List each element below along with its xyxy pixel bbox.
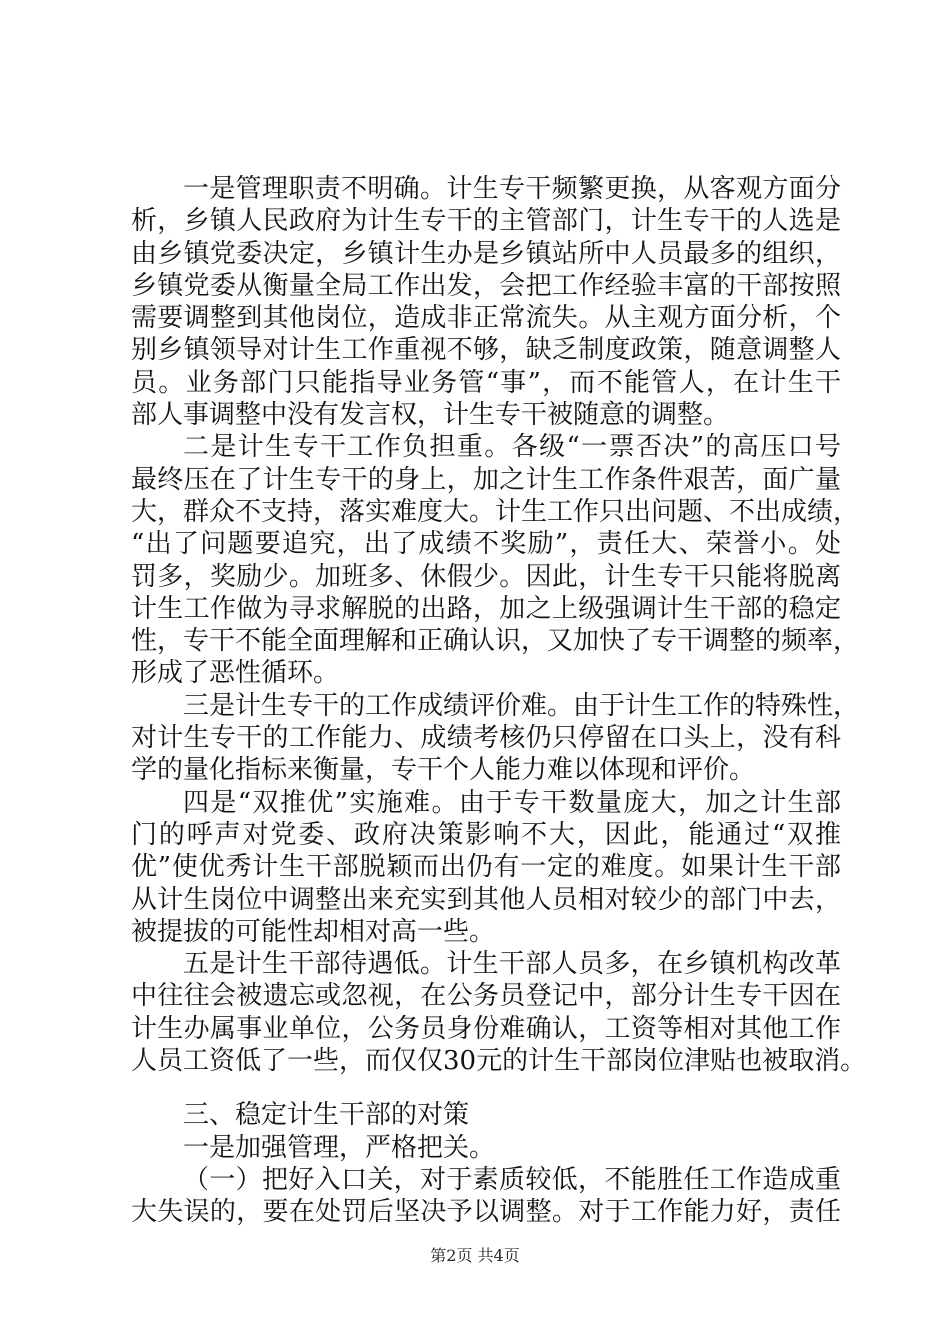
- paragraph-workload: [131, 431, 860, 689]
- paragraph-evaluation: [131, 690, 860, 787]
- text-line: 性，专干不能全面理解和正确认识，又加快了专干调整的频率，: [131, 626, 860, 657]
- text-line: 需要调整到其他岗位，造成非正常流失。从主观方面分析，个: [131, 303, 841, 334]
- text-line: 三是计生专干的工作成绩评价难。由于计生工作的特殊性，: [183, 690, 860, 721]
- text-line: 由乡镇党委决定，乡镇计生办是乡镇站所中人员最多的组织，: [131, 238, 841, 269]
- text-line: 四是“双推优”实施难。由于专干数量庞大，加之计生部: [183, 787, 841, 818]
- text-line: 学的量化指标来衡量，专干个人能力难以体现和评价。: [131, 755, 756, 786]
- text-line: 门的呼声对党委、政府决策影响不大，因此，能通过“双推: [131, 819, 841, 850]
- text-line: 中往往会被遗忘或忽视，在公务员登记中，部分计生专干因在: [131, 981, 841, 1012]
- paragraph-gap: [131, 1077, 841, 1099]
- section-heading: 三、稳定计生干部的对策: [183, 1100, 470, 1131]
- text-line: “出了问题要追究，出了成绩不奖励”，责任大、荣誉小。处: [131, 529, 841, 560]
- paragraph-promotion: [131, 787, 841, 948]
- text-line: 被提拔的可能性却相对高一些。: [131, 916, 496, 947]
- text-line: 对计生专干的工作能力、成绩考核仍只停留在口头上，没有科: [131, 723, 841, 754]
- paragraph-benefits: [131, 948, 867, 1077]
- text-line: 优”使优秀计生干部脱颖而出仍有一定的难度。如果计生干部: [131, 852, 841, 883]
- text-line: 计生工作做为寻求解脱的出路，加之上级强调计生干部的稳定: [131, 593, 841, 624]
- text-line: 最终压在了计生专干的身上，加之计生工作条件艰苦，面广量: [131, 464, 841, 495]
- text-line: 人员工资低了一些，而仅仅30元的计生干部岗位津贴也被取消。: [131, 1046, 867, 1077]
- text-line: 析，乡镇人民政府为计生专干的主管部门，计生专干的人选是: [131, 206, 841, 237]
- text-line: （一）把好入口关，对于素质较低，不能胜任工作造成重: [183, 1164, 841, 1195]
- text-line: 五是计生干部待遇低。计生干部人员多，在乡镇机构改革: [183, 949, 841, 980]
- sub-heading: 一是加强管理，严格把关。: [183, 1132, 496, 1163]
- text-line: 形成了恶性循环。: [131, 658, 340, 689]
- text-line: 计生办属事业单位，公务员身份难确认，工资等相对其他工作: [131, 1013, 841, 1044]
- text-line: 罚多，奖励少。加班多、休假少。因此，计生专干只能将脱离: [131, 561, 841, 592]
- text-line: 乡镇党委从衡量全局工作出发，会把工作经验丰富的干部按照: [131, 270, 841, 301]
- text-line: 二是计生专干工作负担重。各级“一票否决”的高压口号: [183, 432, 841, 463]
- document-body: [131, 173, 867, 1229]
- text-line: 一是管理职责不明确。计生专干频繁更换，从客观方面分: [183, 174, 841, 204]
- text-line: 大，群众不支持，落实难度大。计生工作只出问题、不出成绩，: [131, 496, 860, 527]
- paragraph-entry-control: [131, 1164, 841, 1229]
- text-line: 大失误的，要在处罚后坚决予以调整。对于工作能力好，责任: [131, 1197, 841, 1228]
- paragraph-management: [131, 173, 841, 431]
- text-line: 别乡镇领导对计生工作重视不够，缺乏制度政策，随意调整人: [131, 335, 841, 366]
- text-line: 部人事调整中没有发言权，计生专干被随意的调整。: [131, 400, 730, 431]
- text-line: 员。业务部门只能指导业务管“事”，而不能管人，在计生干: [131, 367, 841, 398]
- page-number: 第2页 共4页: [430, 1246, 520, 1265]
- text-line: 从计生岗位中调整出来充实到其他人员相对较少的部门中去，: [131, 884, 841, 915]
